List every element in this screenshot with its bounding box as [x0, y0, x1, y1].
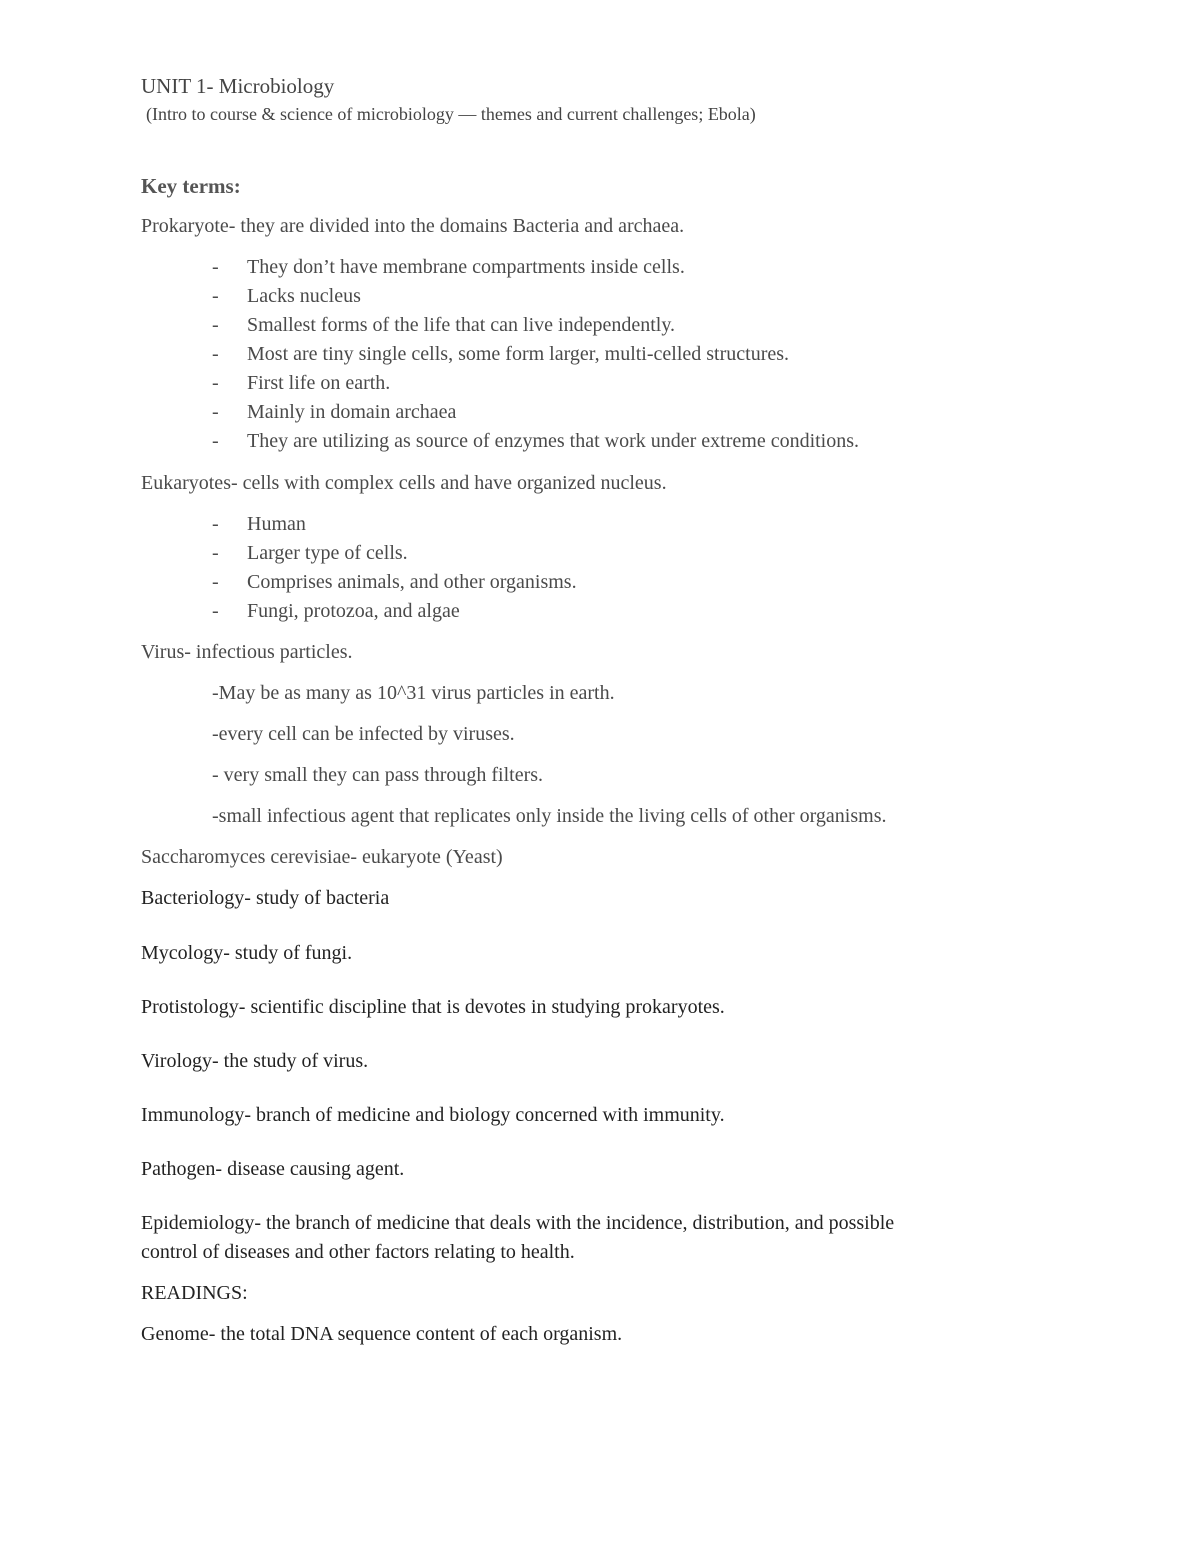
- virology-definition: Virology- the study of virus.: [141, 1050, 369, 1072]
- bullet-text: Human: [247, 513, 306, 535]
- genome-definition: Genome- the total DNA sequence content of each organism.: [141, 1323, 623, 1345]
- virus-point: -every cell can be infected by viruses.: [212, 723, 515, 745]
- prokaryote-definition: Prokaryote- they are divided into the domains Bacteria and archaea.: [141, 215, 685, 237]
- bullet-dash: -: [212, 600, 219, 622]
- saccharomyces-definition: Saccharomyces cerevisiae- eukaryote (Yeast): [141, 846, 503, 868]
- virus-definition: Virus- infectious particles.: [141, 641, 353, 663]
- virus-point: - very small they can pass through filters.: [212, 764, 544, 786]
- bullet-text: They don’t have membrane compartments inside cells.: [247, 256, 685, 278]
- bullet-text: Lacks nucleus: [247, 285, 361, 307]
- eukaryotes-definition: Eukaryotes- cells with complex cells and have organized nucleus.: [141, 472, 667, 494]
- bullet-dash: -: [212, 401, 219, 423]
- unit-subtitle: (Intro to course & science of microbiology — themes and current challenges; Ebola): [146, 104, 756, 124]
- bullet-dash: -: [212, 314, 219, 336]
- protistology-definition: Protistology- scientific discipline that is devotes in studying prokaryotes.: [141, 996, 725, 1018]
- virus-point: -small infectious agent that replicates only inside the living cells of other organisms.: [212, 805, 887, 827]
- readings-heading: READINGS:: [141, 1282, 248, 1304]
- bullet-dash: -: [212, 285, 219, 307]
- bullet-text: They are utilizing as source of enzymes that work under extreme conditions.: [247, 430, 860, 452]
- bullet-text: Smallest forms of the life that can live independently.: [247, 314, 676, 336]
- epidemiology-definition-line1: Epidemiology- the branch of medicine that deals with the incidence, distribution, and possible: [141, 1212, 895, 1234]
- pathogen-definition: Pathogen- disease causing agent.: [141, 1158, 405, 1180]
- bullet-text: Most are tiny single cells, some form larger, multi-celled structures.: [247, 343, 790, 365]
- bullet-text: Mainly in domain archaea: [247, 401, 457, 423]
- bullet-dash: -: [212, 343, 219, 365]
- epidemiology-definition-line2: control of diseases and other factors relating to health.: [141, 1241, 575, 1263]
- bullet-dash: -: [212, 372, 219, 394]
- bullet-text: Larger type of cells.: [247, 542, 408, 564]
- bullet-dash: -: [212, 571, 219, 593]
- bullet-dash: -: [212, 542, 219, 564]
- bullet-dash: -: [212, 256, 219, 278]
- immunology-definition: Immunology- branch of medicine and biology concerned with immunity.: [141, 1104, 725, 1126]
- mycology-definition: Mycology- study of fungi.: [141, 942, 353, 964]
- bullet-dash: -: [212, 430, 219, 452]
- unit-title: UNIT 1- Microbiology: [141, 74, 335, 98]
- key-terms-heading: Key terms:: [141, 174, 241, 198]
- bullet-dash: -: [212, 513, 219, 535]
- bullet-text: Fungi, protozoa, and algae: [247, 600, 460, 622]
- virus-point: -May be as many as 10^31 virus particles in earth.: [212, 682, 615, 704]
- bacteriology-definition: Bacteriology- study of bacteria: [141, 887, 390, 909]
- bullet-text: First life on earth.: [247, 372, 391, 394]
- bullet-text: Comprises animals, and other organisms.: [247, 571, 577, 593]
